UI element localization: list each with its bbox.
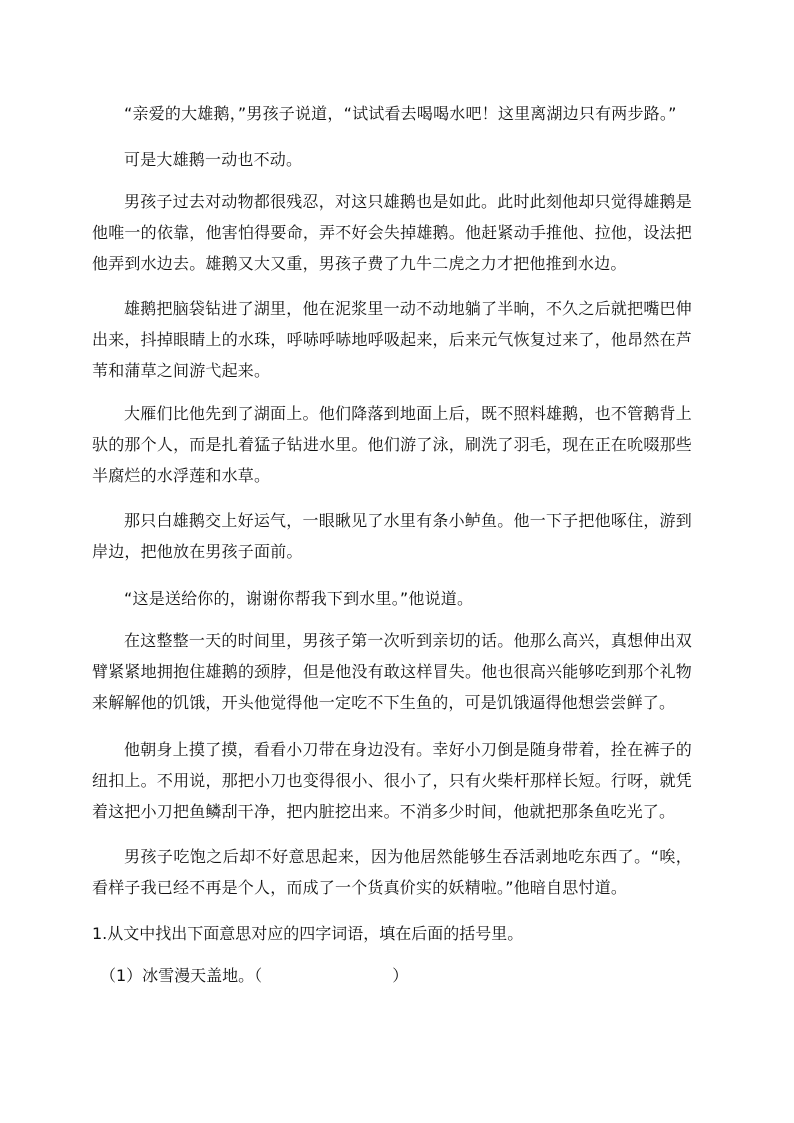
paragraph-1: “亲爱的大雄鹅，”男孩子说道，“试试看去喝喝水吧！这里离湖边只有两步路。” bbox=[124, 104, 677, 123]
question-1-prompt: 1.从文中找出下面意思对应的四字词语，填在后面的括号里。 bbox=[92, 924, 524, 943]
paragraph-3: 男孩子过去对动物都很残忍，对这只雄鹅也是如此。此时此刻他却只觉得雄鹅是他唯一的依靠，他害怕得要命，弄不好会失掉雄鹅。他赶紧动手推他、拉他，设法把他弄到水边去。雄鹅又大又重，男孩子费了九牛二虎之力才把他推到水边。 bbox=[92, 192, 692, 273]
paragraph-7: “这是送给你的，谢谢你帮我下到水里。”他说道。 bbox=[124, 589, 474, 608]
paragraph-6: 那只白雄鹅交上好运气，一眼瞅见了水里有条小鲈鱼。他一下子把他啄住，游到岸边，把他放在男孩子面前。 bbox=[92, 511, 692, 561]
paragraph-8: 在这整整一天的时间里，男孩子第一次听到亲切的话。他那么高兴，真想伸出双臂紧紧地拥抱住雄鹅的颈脖，但是他没有敢这样冒失。他也很高兴能够吃到那个礼物来解解他的饥饿，开头他觉得他一定吃不下生鱼的，可是饥饿逼得他想尝尝鲜了。 bbox=[92, 631, 692, 712]
paragraph-2: 可是大雄鹅一动也不动。 bbox=[124, 150, 303, 169]
paragraph-9: 他朝身上摸了摸，看看小刀带在身边没有。幸好小刀倒是随身带着，拴在裤子的纽扣上。不用说，那把小刀也变得很小、很小了，只有火柴杆那样长短。行呀，就凭着这把小刀把鱼鳞刮干净，把内脏挖出来。不消多少时间，他就把那条鱼吃光了。 bbox=[92, 740, 692, 821]
question-1-sub-1-close: ） bbox=[392, 966, 409, 985]
paragraph-10: 男孩子吃饱之后却不好意思起来，因为他居然能够生吞活剥地吃东西了。“唉，看样子我已经不再是个人，而成了一个货真价实的妖精啦。”他暗自思忖道。 bbox=[92, 847, 692, 897]
question-1-sub-1-label: （1）冰雪漫天盖地。（ bbox=[100, 966, 263, 985]
question-1-sub-1 bbox=[100, 960, 700, 991]
paragraph-5: 大雁们比他先到了湖面上。他们降落到地面上后，既不照料雄鹅，也不管鹅背上驮的那个人，而是扎着猛子钻进水里。他们游了泳，刷洗了羽毛，现在正在吮啜那些半腐烂的水浮莲和水草。 bbox=[92, 404, 692, 485]
paragraph-4: 雄鹅把脑袋钻进了湖里，他在泥浆里一动不动地躺了半晌，不久之后就把嘴巴伸出来，抖掉眼睛上的水珠，呼哧呼哧地呼吸起来，后来元气恢复过来了，他昂然在芦苇和蒲草之间游弋起来。 bbox=[92, 299, 692, 380]
